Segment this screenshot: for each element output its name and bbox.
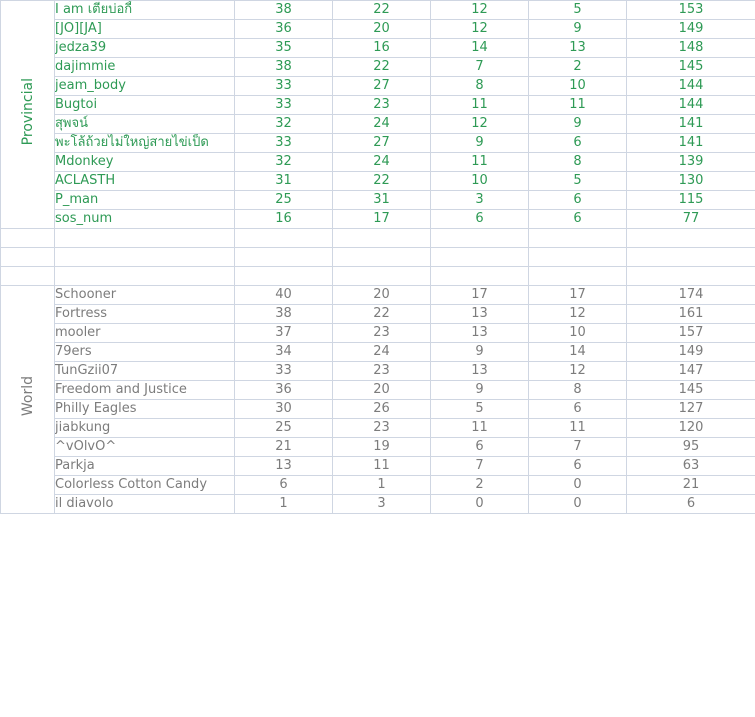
total-cell[interactable]: 77 bbox=[627, 210, 755, 229]
score-c1-cell[interactable]: 36 bbox=[235, 381, 333, 400]
empty-cell[interactable] bbox=[1, 248, 55, 267]
provincial-row bbox=[1, 96, 755, 115]
player-name-cell[interactable]: Bugtoi bbox=[55, 96, 235, 115]
empty-cell[interactable] bbox=[55, 229, 235, 248]
score-c3-cell[interactable]: 6 bbox=[431, 210, 529, 229]
score-c2-cell[interactable]: 23 bbox=[333, 324, 431, 343]
total-cell[interactable]: 139 bbox=[627, 153, 755, 172]
total-cell[interactable]: 157 bbox=[627, 324, 755, 343]
empty-cell[interactable] bbox=[529, 229, 627, 248]
score-c4-cell[interactable]: 6 bbox=[529, 400, 627, 419]
total-cell[interactable]: 130 bbox=[627, 172, 755, 191]
score-c3-cell[interactable]: 7 bbox=[431, 58, 529, 77]
player-name-cell[interactable]: Colorless Cotton Candy bbox=[55, 476, 235, 495]
score-c1-cell[interactable]: 25 bbox=[235, 419, 333, 438]
player-name-cell[interactable]: พะโล้ถ้วยไม่ใหญ่สายไข่เป็ด bbox=[55, 134, 235, 153]
empty-cell[interactable] bbox=[1, 267, 55, 286]
total-cell[interactable]: 63 bbox=[627, 457, 755, 476]
player-name-cell[interactable]: jeam_body bbox=[55, 77, 235, 96]
player-name-cell[interactable]: 79ers bbox=[55, 343, 235, 362]
score-c2-cell[interactable]: 16 bbox=[333, 39, 431, 58]
score-c2-cell[interactable]: 20 bbox=[333, 381, 431, 400]
provincial-row bbox=[1, 58, 755, 77]
score-c3-cell[interactable]: 2 bbox=[431, 476, 529, 495]
player-name-cell[interactable]: ^vOlvO^ bbox=[55, 438, 235, 457]
score-c3-cell[interactable]: 11 bbox=[431, 153, 529, 172]
world-row bbox=[1, 476, 755, 495]
score-c2-cell[interactable]: 19 bbox=[333, 438, 431, 457]
score-c3-cell[interactable]: 17 bbox=[431, 286, 529, 305]
player-name-cell[interactable]: Mdonkey bbox=[55, 153, 235, 172]
total-cell[interactable]: 148 bbox=[627, 39, 755, 58]
total-cell[interactable]: 147 bbox=[627, 362, 755, 381]
score-c2-cell[interactable]: 24 bbox=[333, 343, 431, 362]
score-c1-cell[interactable]: 13 bbox=[235, 457, 333, 476]
empty-row bbox=[1, 229, 755, 248]
score-c4-cell[interactable]: 6 bbox=[529, 457, 627, 476]
score-c3-cell[interactable]: 13 bbox=[431, 362, 529, 381]
player-name-cell[interactable]: I am เตียบ่อกี้ bbox=[55, 1, 235, 20]
empty-cell[interactable] bbox=[55, 248, 235, 267]
world-row bbox=[1, 324, 755, 343]
player-name-cell[interactable]: TunGzii07 bbox=[55, 362, 235, 381]
score-c3-cell[interactable]: 9 bbox=[431, 381, 529, 400]
score-c3-cell[interactable]: 3 bbox=[431, 191, 529, 210]
total-cell[interactable]: 161 bbox=[627, 305, 755, 324]
score-c1-cell[interactable]: 1 bbox=[235, 495, 333, 514]
score-c1-cell[interactable]: 31 bbox=[235, 172, 333, 191]
score-c1-cell[interactable]: 38 bbox=[235, 1, 333, 20]
empty-cell[interactable] bbox=[627, 229, 755, 248]
provincial-row bbox=[1, 39, 755, 58]
total-cell[interactable]: 144 bbox=[627, 96, 755, 115]
score-c1-cell[interactable]: 33 bbox=[235, 134, 333, 153]
score-c2-cell[interactable]: 22 bbox=[333, 172, 431, 191]
world-row bbox=[1, 438, 755, 457]
player-name-cell[interactable]: sos_num bbox=[55, 210, 235, 229]
empty-row bbox=[1, 248, 755, 267]
score-c1-cell[interactable]: 37 bbox=[235, 324, 333, 343]
score-c3-cell[interactable]: 12 bbox=[431, 115, 529, 134]
score-c4-cell[interactable]: 8 bbox=[529, 381, 627, 400]
empty-cell[interactable] bbox=[431, 248, 529, 267]
score-c2-cell[interactable]: 1 bbox=[333, 476, 431, 495]
empty-row bbox=[1, 267, 755, 286]
world-group-label: World bbox=[19, 376, 36, 417]
score-c2-cell[interactable]: 22 bbox=[333, 58, 431, 77]
score-c2-cell[interactable]: 22 bbox=[333, 1, 431, 20]
empty-cell[interactable] bbox=[235, 229, 333, 248]
world-group-cell[interactable] bbox=[1, 286, 55, 514]
total-cell[interactable]: 120 bbox=[627, 419, 755, 438]
score-c4-cell[interactable]: 6 bbox=[529, 191, 627, 210]
score-c3-cell[interactable]: 12 bbox=[431, 1, 529, 20]
total-cell[interactable]: 141 bbox=[627, 134, 755, 153]
score-c4-cell[interactable]: 5 bbox=[529, 1, 627, 20]
score-c4-cell[interactable]: 9 bbox=[529, 115, 627, 134]
player-name-cell[interactable]: P_man bbox=[55, 191, 235, 210]
world-row bbox=[1, 381, 755, 400]
score-c1-cell[interactable]: 6 bbox=[235, 476, 333, 495]
provincial-group-label: Provincial bbox=[19, 77, 36, 146]
world-row bbox=[1, 457, 755, 476]
score-c4-cell[interactable]: 11 bbox=[529, 96, 627, 115]
world-row bbox=[1, 495, 755, 514]
score-c1-cell[interactable]: 35 bbox=[235, 39, 333, 58]
score-c4-cell[interactable]: 7 bbox=[529, 438, 627, 457]
total-cell[interactable]: 144 bbox=[627, 77, 755, 96]
total-cell[interactable]: 145 bbox=[627, 381, 755, 400]
score-c4-cell[interactable]: 12 bbox=[529, 305, 627, 324]
player-name-cell[interactable]: Philly Eagles bbox=[55, 400, 235, 419]
score-c1-cell[interactable]: 21 bbox=[235, 438, 333, 457]
player-name-cell[interactable]: mooler bbox=[55, 324, 235, 343]
score-c2-cell[interactable]: 20 bbox=[333, 286, 431, 305]
score-c2-cell[interactable]: 3 bbox=[333, 495, 431, 514]
total-cell[interactable]: 145 bbox=[627, 58, 755, 77]
score-c1-cell[interactable]: 33 bbox=[235, 362, 333, 381]
score-c1-cell[interactable]: 40 bbox=[235, 286, 333, 305]
total-cell[interactable]: 6 bbox=[627, 495, 755, 514]
score-c2-cell[interactable]: 27 bbox=[333, 134, 431, 153]
score-c3-cell[interactable]: 8 bbox=[431, 77, 529, 96]
empty-cell[interactable] bbox=[235, 248, 333, 267]
score-c3-cell[interactable]: 9 bbox=[431, 134, 529, 153]
score-c4-cell[interactable]: 17 bbox=[529, 286, 627, 305]
empty-cell[interactable] bbox=[333, 248, 431, 267]
score-c2-cell[interactable]: 31 bbox=[333, 191, 431, 210]
score-c4-cell[interactable]: 13 bbox=[529, 39, 627, 58]
score-c2-cell[interactable]: 23 bbox=[333, 362, 431, 381]
score-c4-cell[interactable]: 6 bbox=[529, 134, 627, 153]
provincial-row bbox=[1, 191, 755, 210]
score-c2-cell[interactable]: 24 bbox=[333, 153, 431, 172]
score-c4-cell[interactable]: 12 bbox=[529, 362, 627, 381]
score-c3-cell[interactable]: 14 bbox=[431, 39, 529, 58]
score-c3-cell[interactable]: 6 bbox=[431, 438, 529, 457]
score-c3-cell[interactable]: 11 bbox=[431, 96, 529, 115]
score-c2-cell[interactable]: 11 bbox=[333, 457, 431, 476]
score-c2-cell[interactable]: 27 bbox=[333, 77, 431, 96]
score-c1-cell[interactable]: 33 bbox=[235, 77, 333, 96]
world-row bbox=[1, 343, 755, 362]
score-c1-cell[interactable]: 16 bbox=[235, 210, 333, 229]
score-c1-cell[interactable]: 32 bbox=[235, 115, 333, 134]
player-name-cell[interactable]: Schooner bbox=[55, 286, 235, 305]
score-c1-cell[interactable]: 34 bbox=[235, 343, 333, 362]
world-row bbox=[1, 286, 755, 305]
score-c4-cell[interactable]: 2 bbox=[529, 58, 627, 77]
total-cell[interactable]: 153 bbox=[627, 1, 755, 20]
score-c1-cell[interactable]: 30 bbox=[235, 400, 333, 419]
player-name-cell[interactable]: dajimmie bbox=[55, 58, 235, 77]
total-cell[interactable]: 174 bbox=[627, 286, 755, 305]
provincial-row bbox=[1, 115, 755, 134]
player-name-cell[interactable]: Fortress bbox=[55, 305, 235, 324]
score-c1-cell[interactable]: 32 bbox=[235, 153, 333, 172]
score-c4-cell[interactable]: 8 bbox=[529, 153, 627, 172]
provincial-row bbox=[1, 77, 755, 96]
player-name-cell[interactable]: Parkja bbox=[55, 457, 235, 476]
score-c4-cell[interactable]: 9 bbox=[529, 20, 627, 39]
score-c1-cell[interactable]: 36 bbox=[235, 20, 333, 39]
score-c4-cell[interactable]: 14 bbox=[529, 343, 627, 362]
world-row bbox=[1, 419, 755, 438]
provincial-row bbox=[1, 20, 755, 39]
score-c3-cell[interactable]: 13 bbox=[431, 305, 529, 324]
empty-cell[interactable] bbox=[529, 248, 627, 267]
provincial-row bbox=[1, 172, 755, 191]
score-c2-cell[interactable]: 22 bbox=[333, 305, 431, 324]
score-c1-cell[interactable]: 38 bbox=[235, 58, 333, 77]
score-c2-cell[interactable]: 23 bbox=[333, 96, 431, 115]
score-c2-cell[interactable]: 17 bbox=[333, 210, 431, 229]
score-c3-cell[interactable]: 10 bbox=[431, 172, 529, 191]
provincial-row bbox=[1, 134, 755, 153]
world-row bbox=[1, 362, 755, 381]
score-c4-cell[interactable]: 11 bbox=[529, 419, 627, 438]
score-c3-cell[interactable]: 11 bbox=[431, 419, 529, 438]
score-c3-cell[interactable]: 5 bbox=[431, 400, 529, 419]
player-name-cell[interactable]: ACLASTH bbox=[55, 172, 235, 191]
score-c4-cell[interactable]: 0 bbox=[529, 476, 627, 495]
provincial-row bbox=[1, 1, 755, 20]
score-c4-cell[interactable]: 5 bbox=[529, 172, 627, 191]
score-c2-cell[interactable]: 24 bbox=[333, 115, 431, 134]
score-c3-cell[interactable]: 0 bbox=[431, 495, 529, 514]
empty-cell[interactable] bbox=[235, 267, 333, 286]
score-c1-cell[interactable]: 38 bbox=[235, 305, 333, 324]
empty-cell[interactable] bbox=[1, 229, 55, 248]
empty-cell[interactable] bbox=[333, 267, 431, 286]
player-name-cell[interactable]: Freedom and Justice bbox=[55, 381, 235, 400]
empty-cell[interactable] bbox=[431, 267, 529, 286]
player-name-cell[interactable]: สุพจน์ bbox=[55, 115, 235, 134]
score-c3-cell[interactable]: 9 bbox=[431, 343, 529, 362]
player-name-cell[interactable]: il diavolo bbox=[55, 495, 235, 514]
provincial-row bbox=[1, 210, 755, 229]
empty-cell[interactable] bbox=[627, 248, 755, 267]
total-cell[interactable]: 95 bbox=[627, 438, 755, 457]
score-c1-cell[interactable]: 25 bbox=[235, 191, 333, 210]
score-c4-cell[interactable]: 0 bbox=[529, 495, 627, 514]
total-cell[interactable]: 21 bbox=[627, 476, 755, 495]
score-c3-cell[interactable]: 7 bbox=[431, 457, 529, 476]
world-row bbox=[1, 305, 755, 324]
score-c2-cell[interactable]: 23 bbox=[333, 419, 431, 438]
score-c4-cell[interactable]: 10 bbox=[529, 77, 627, 96]
player-name-cell[interactable]: jedza39 bbox=[55, 39, 235, 58]
score-c3-cell[interactable]: 12 bbox=[431, 20, 529, 39]
empty-cell[interactable] bbox=[627, 267, 755, 286]
total-cell[interactable]: 127 bbox=[627, 400, 755, 419]
score-c1-cell[interactable]: 33 bbox=[235, 96, 333, 115]
world-row bbox=[1, 400, 755, 419]
score-c4-cell[interactable]: 6 bbox=[529, 210, 627, 229]
empty-cell[interactable] bbox=[333, 229, 431, 248]
player-name-cell[interactable]: jiabkung bbox=[55, 419, 235, 438]
empty-cell[interactable] bbox=[431, 229, 529, 248]
score-c4-cell[interactable]: 10 bbox=[529, 324, 627, 343]
empty-cell[interactable] bbox=[529, 267, 627, 286]
score-c2-cell[interactable]: 26 bbox=[333, 400, 431, 419]
player-name-cell[interactable]: [JO][JA] bbox=[55, 20, 235, 39]
total-cell[interactable]: 141 bbox=[627, 115, 755, 134]
empty-cell[interactable] bbox=[55, 267, 235, 286]
score-c3-cell[interactable]: 13 bbox=[431, 324, 529, 343]
provincial-row bbox=[1, 153, 755, 172]
score-c2-cell[interactable]: 20 bbox=[333, 20, 431, 39]
total-cell[interactable]: 149 bbox=[627, 20, 755, 39]
total-cell[interactable]: 115 bbox=[627, 191, 755, 210]
provincial-group-cell[interactable] bbox=[1, 1, 55, 229]
total-cell[interactable]: 149 bbox=[627, 343, 755, 362]
